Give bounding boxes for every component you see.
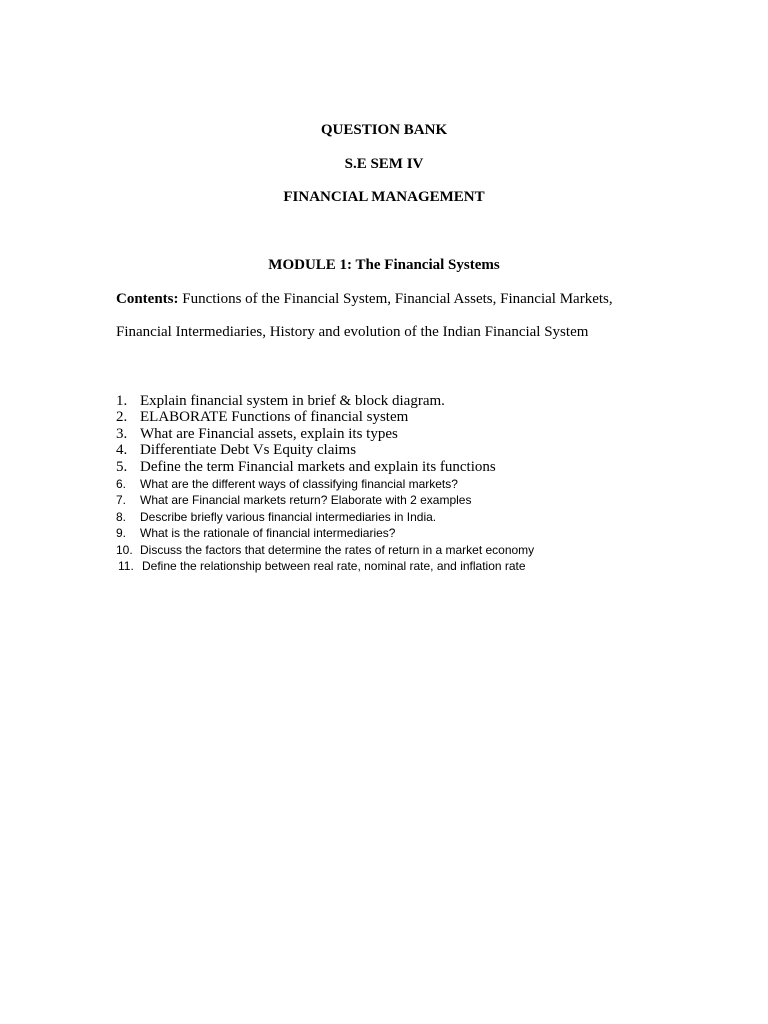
question-item (116, 525, 395, 541)
question-text: ELABORATE Functions of financial system (140, 409, 409, 425)
question-number: 7. (116, 493, 127, 507)
question-text: Define the relationship between real rate, nominal rate, and inflation rate (142, 559, 526, 573)
question-item (116, 476, 458, 492)
question-item (116, 509, 436, 525)
question-text: Discuss the factors that determine the rates of return in a market economy (140, 543, 535, 557)
question-number: 5. (116, 459, 128, 475)
question-text: What are the different ways of classifying financial markets? (140, 477, 458, 491)
question-number: 9. (116, 526, 127, 540)
document-title: QUESTION BANK (320, 122, 448, 138)
question-number: 8. (116, 510, 127, 524)
question-item (116, 426, 398, 442)
question-item (116, 409, 408, 425)
question-item (118, 558, 526, 574)
question-number: 10. (116, 543, 133, 557)
question-text: Explain financial system in brief & block diagram. (140, 393, 445, 409)
semester-heading: S.E SEM IV (344, 156, 424, 172)
question-text: What is the rationale of financial intermediaries? (140, 526, 396, 540)
module-heading: MODULE 1: The Financial Systems (268, 257, 500, 273)
question-item (116, 459, 496, 475)
question-text: Differentiate Debt Vs Equity claims (140, 442, 357, 458)
question-number: 3. (116, 426, 128, 442)
contents-line-2: Financial Intermediaries, History and evolution of the Indian Financial System (116, 324, 589, 340)
question-number: 1. (116, 393, 128, 409)
question-text: What are Financial markets return? Elaborate with 2 examples (140, 493, 472, 507)
contents-label: Contents: (116, 291, 179, 307)
question-text: What are Financial assets, explain its types (140, 426, 398, 442)
subject-heading: FINANCIAL MANAGEMENT (283, 189, 485, 205)
question-text: Define the term Financial markets and explain its functions (140, 459, 496, 475)
question-item (116, 393, 445, 409)
question-item (116, 492, 471, 508)
question-item (116, 542, 534, 558)
question-number: 11. (118, 559, 134, 573)
question-number: 4. (116, 442, 128, 458)
contents-text-1: Functions of the Financial System, Financial Assets, Financial Markets, (178, 291, 613, 307)
question-number: 6. (116, 477, 127, 491)
question-text: Describe briefly various financial intermediaries in India. (140, 510, 437, 524)
question-item (116, 442, 356, 458)
question-number: 2. (116, 409, 128, 425)
contents-line-1 (116, 290, 716, 308)
